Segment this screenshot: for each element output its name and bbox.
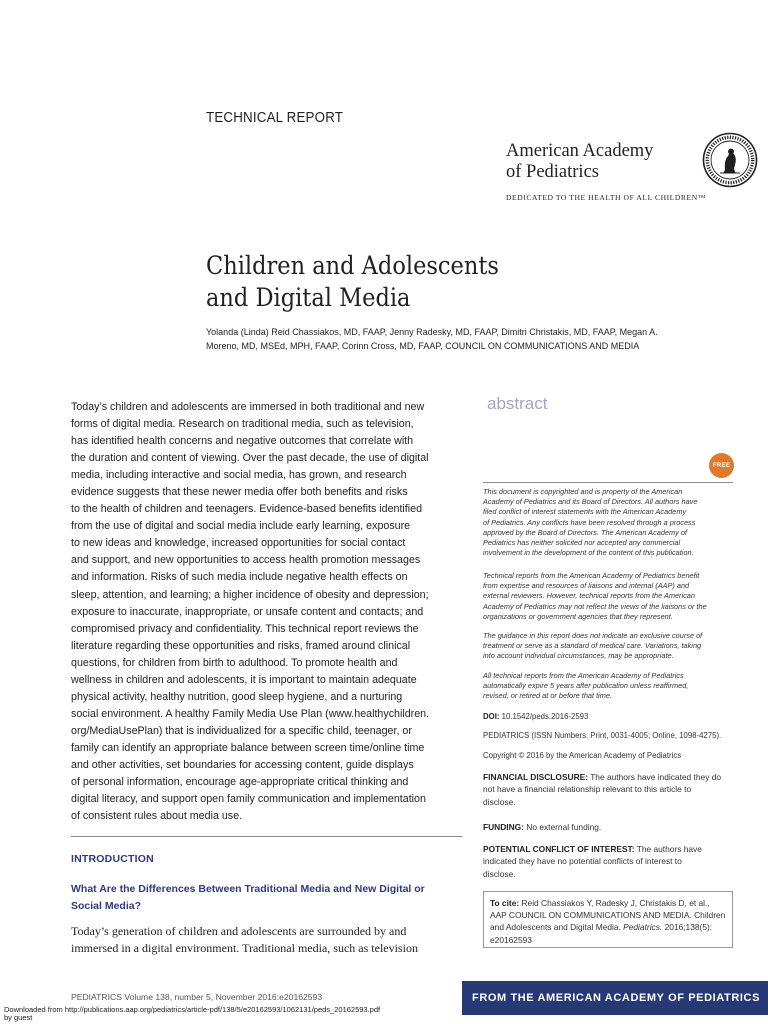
aap-seal-icon — [702, 132, 758, 188]
copyright-notice: Copyright © 2016 by the American Academy of Pediatrics — [483, 751, 682, 760]
guidance-line: into account individual circumstances, may be appropriate. — [483, 651, 674, 661]
copyright-line: filed conflict of interest statements with the American Academy — [483, 507, 687, 517]
abstract-line: has identified health concerns and negative outcomes that correlate with — [71, 435, 414, 448]
para-line2: immersed in a digital environment. Traditional media, such as television — [71, 941, 418, 956]
cite-line1: Reid Chassiakos Y, Radesky J, Christakis D, et al., — [521, 898, 710, 908]
conflict-line1: The authors have — [636, 844, 702, 854]
funding-value: No external funding. — [526, 822, 602, 832]
copyright-statement — [483, 487, 733, 558]
conflict-line3: disclose. — [483, 868, 516, 879]
body-divider — [71, 836, 462, 837]
expire-line: revised, or retired at or before that time. — [483, 691, 612, 701]
cite-label: To cite: — [490, 898, 520, 908]
doi — [483, 711, 733, 722]
conflict-of-interest — [483, 843, 733, 880]
technical-report-statement — [483, 571, 733, 622]
doi-label: DOI: — [483, 712, 500, 721]
copyright-line: involvement in the development of the content of this publication. — [483, 548, 694, 558]
authors-line1: Yolanda (Linda) Reid Chassiakos, MD, FAAP, Jenny Radesky, MD, FAAP, Dimitri Christakis, MD, FAAP, Megan A. — [206, 326, 658, 337]
subheading-line2: Social Media? — [71, 900, 142, 912]
financial-disclosure — [483, 771, 733, 808]
citation-box — [483, 891, 733, 948]
abstract-line: questions, for children from birth to adulthood. To promote health and — [71, 656, 398, 669]
org-name-line1: American Academy — [506, 141, 654, 161]
copyright-line: Academy of Pediatrics and its Board of Directors. All authors have — [483, 497, 698, 507]
title-line2: and Digital Media — [206, 283, 411, 312]
cite-journal: Pediatrics. — [623, 922, 663, 933]
authors — [206, 325, 676, 352]
financial-label: FINANCIAL DISCLOSURE: — [483, 772, 588, 782]
abstract-line: of consistent rules about media use. — [71, 810, 243, 823]
download-line2: by guest — [4, 1013, 33, 1023]
abstract-line: from the use of digital and social media include early learning, exposure — [71, 520, 411, 533]
free-badge: FREE — [709, 453, 734, 478]
guidance-line: treatment or serve as a standard of medical care. Variations, taking — [483, 641, 702, 651]
expire-line: All technical reports from the American Academy of Pediatrics — [483, 671, 684, 680]
technical-line: from expertise and resources of liaisons and internal (AAP) and — [483, 581, 690, 591]
abstract-line: and support, and new opportunities to access health promotion messages — [71, 554, 421, 567]
abstract-line: and other activities, set boundaries for accessing content, guide displays — [71, 758, 414, 771]
abstract-line: forms of digital media. Research on traditional media, such as television, — [71, 418, 414, 431]
abstract-line: media, including interactive and social media, has grown, and research — [71, 469, 407, 482]
financial-line3: disclose. — [483, 796, 516, 807]
section-heading: INTRODUCTION — [71, 853, 154, 865]
financial-line2: not have a financial relationship relevant to this article to — [483, 784, 692, 795]
para-line1: Today’s generation of children and adolescents are surrounded by and — [71, 924, 407, 938]
subheading-line1: What Are the Differences Between Traditional Media and New Digital or — [71, 883, 425, 895]
org-tagline: DEDICATED TO THE HEALTH OF ALL CHILDREN™ — [506, 193, 706, 202]
abstract-line: the duration and content of viewing. Over the past decade, the use of digital — [71, 452, 429, 465]
copyright-line: approved by the Board of Directors. The American Academy of — [483, 527, 687, 537]
copyright-line: Pediatrics has neither solicited nor accepted any commercial — [483, 538, 681, 548]
title-line1: Children and Adolescents — [206, 251, 499, 280]
cite-line2: AAP COUNCIL ON COMMUNICATIONS AND MEDIA. Children — [490, 910, 726, 921]
org-name — [506, 141, 676, 183]
technical-line: external reviewers. However, technical reports from the American — [483, 591, 695, 601]
guidance-statement — [483, 631, 733, 662]
expire-line: automatically expire 5 years after publication unless reaffirmed, — [483, 681, 689, 691]
issn: PEDIATRICS (ISSN Numbers: Print, 0031-4005; Online, 1098-4275). — [483, 731, 722, 740]
abstract-line: to new ideas and knowledge, increased opportunities for social contact — [71, 537, 406, 550]
org-name-line2: of Pediatrics — [506, 162, 599, 182]
abstract-line: of personal information, encourage age-appropriate critical thinking and — [71, 776, 409, 789]
abstract-line: to the health of children and teenagers. Evidence-based benefits identified — [71, 503, 423, 516]
cite-line3-a: and Adolescents and Digital Media. — [490, 922, 621, 933]
cite-line3-b: 2016;138(5): — [664, 922, 713, 933]
guidance-line: The guidance in this report does not indicate an exclusive course of — [483, 631, 703, 640]
technical-line: Technical reports from the American Academy of Pediatrics benefit — [483, 571, 700, 580]
conflict-line2: indicated they have no potential conflicts of interest to — [483, 856, 682, 867]
download-line1[interactable]: Downloaded from http://publications.aap.org/pediatrics/article-pdf/138/5/e20162593/1062131/peds_20162593.pdf — [4, 1005, 381, 1014]
abstract-line: and information. Risks of such media include negative health effects on — [71, 571, 408, 584]
article-title — [206, 250, 584, 314]
authors-line2: Moreno, MD, MSEd, MPH, FAAP, Corinn Cross, MD, FAAP, COUNCIL ON COMMUNICATIONS AND MEDIA — [206, 339, 640, 351]
technical-line: Academy of Pediatrics may not reflect the views of the liaisons or the — [483, 601, 707, 611]
conflict-label: POTENTIAL CONFLICT OF INTEREST: — [483, 844, 635, 854]
journal-reference: PEDIATRICS Volume 138, number 5, November 2016:e20162593 — [71, 992, 323, 1002]
cite-line4: e20162593 — [490, 934, 532, 945]
funding-label: FUNDING: — [483, 822, 524, 832]
copyright-line: of Pediatrics. Any conflicts have been resolved through a process — [483, 517, 696, 527]
financial-line1: The authors have indicated they do — [590, 772, 722, 782]
abstract-line: evidence suggests that these newer media offer both benefits and risks — [71, 486, 408, 499]
abstract-line: wellness in children and adolescents, it is important to maintain adequate — [71, 673, 417, 686]
copyright-line: This document is copyrighted and is property of the American — [483, 487, 683, 496]
abstract-line: physical activity, healthy nutrition, good sleep hygiene, and a nurturing — [71, 690, 403, 703]
abstract-line: digital literacy, and support open family communication and implementation — [71, 793, 426, 806]
abstract-text — [71, 399, 463, 825]
section-label: TECHNICAL REPORT — [206, 110, 344, 126]
abstract-line: exposure to inaccurate, inappropriate, or unsafe content and contacts; and — [71, 605, 424, 618]
subheading — [71, 881, 471, 915]
abstract-line: literature regarding these opportunities and risks, framed around clinical — [71, 639, 411, 652]
doi-value[interactable]: 10.1542/peds.2016-2593 — [501, 712, 589, 721]
footer-banner: FROM THE AMERICAN ACADEMY OF PEDIATRICS — [462, 981, 768, 1015]
abstract-line: family can identify an appropriate balance between screen time/online time — [71, 741, 425, 754]
body-paragraph — [71, 923, 481, 958]
download-notice — [4, 1006, 504, 1023]
abstract-line: org/MediaUsePlan) that is individualized for a specific child, teenager, or — [71, 724, 412, 737]
technical-line: organizations or government agencies that they represent. — [483, 611, 673, 621]
expiration-statement — [483, 671, 733, 702]
abstract-line: social environment. A healthy Family Media Use Plan (www.healthychildren. — [71, 707, 430, 720]
abstract-line: compromised privacy and confidentiality. This technical report reviews the — [71, 622, 419, 635]
divider — [483, 482, 733, 483]
funding — [483, 821, 733, 833]
abstract-line: sleep, attention, and learning; a higher incidence of obesity and depression; — [71, 588, 429, 601]
abstract-line: Today’s children and adolescents are immersed in both traditional and new — [71, 401, 425, 413]
abstract-label: abstract — [487, 394, 548, 413]
